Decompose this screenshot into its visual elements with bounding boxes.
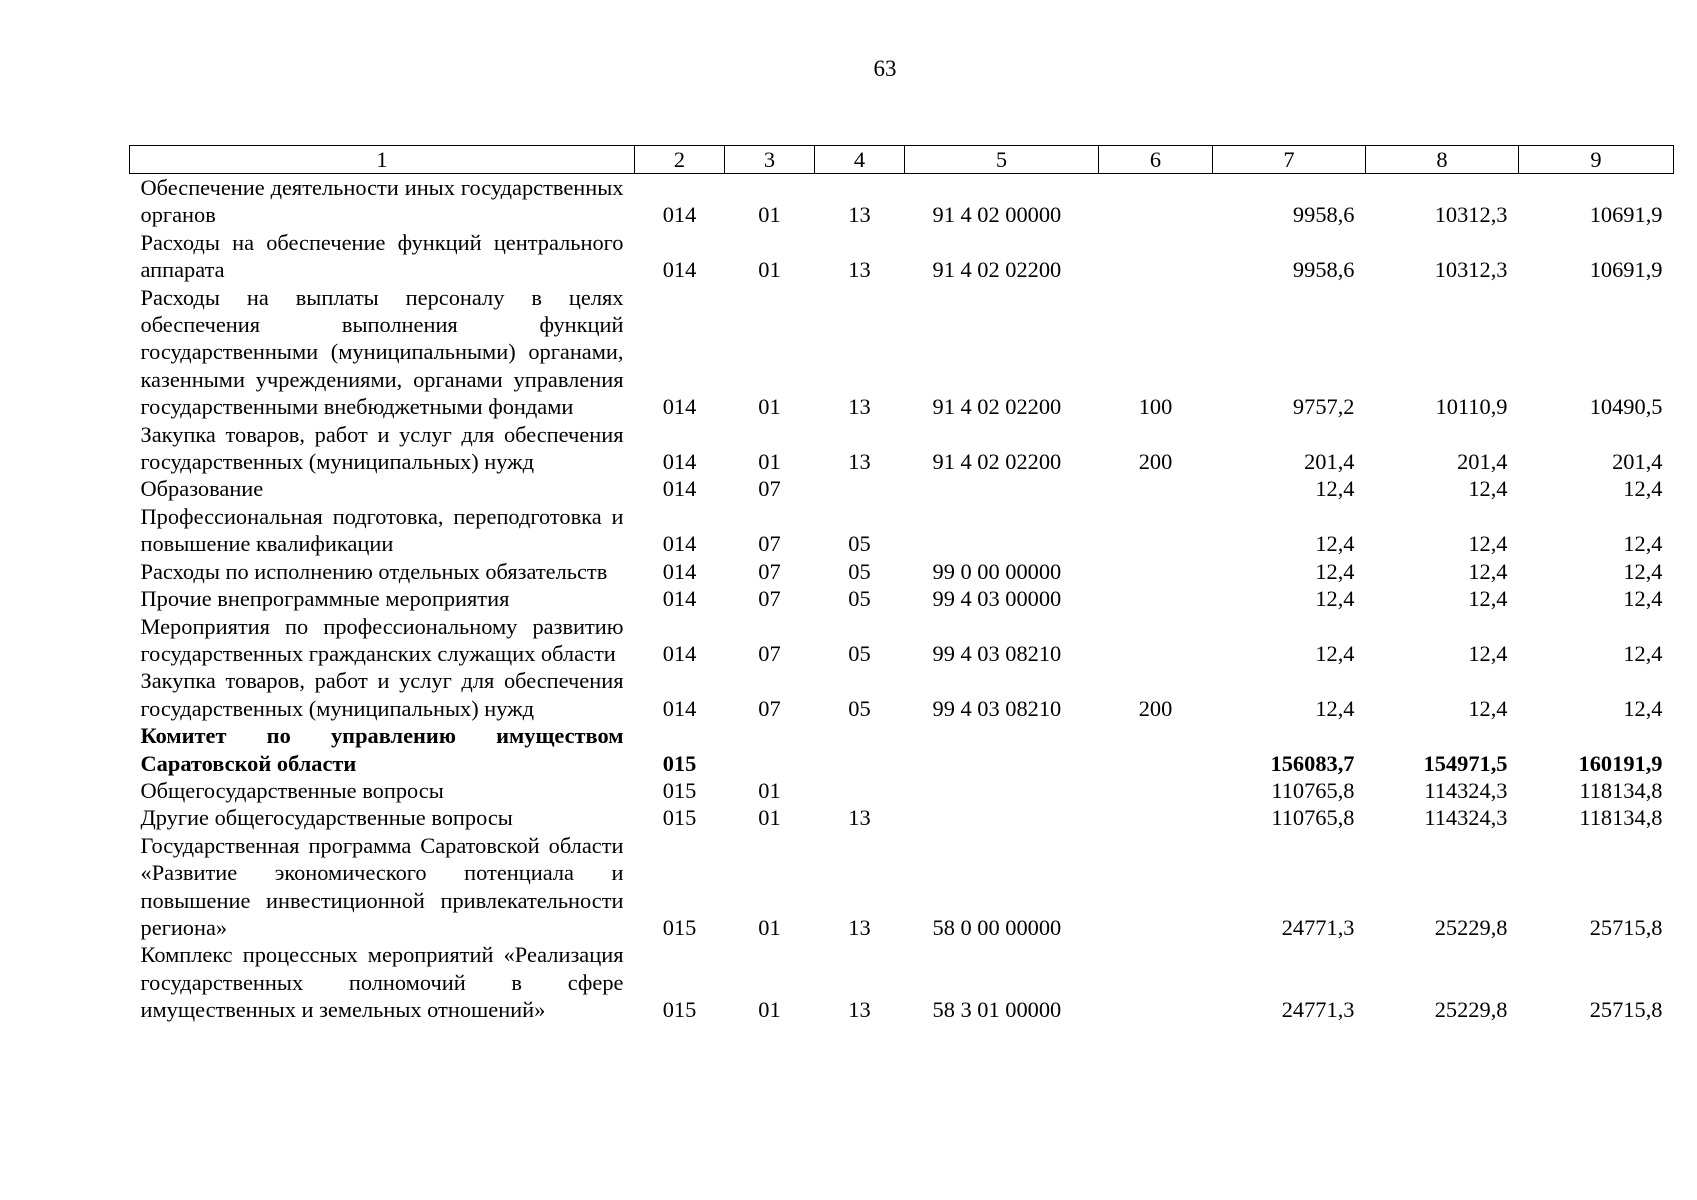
amount-col-9: 10490,5 [1589, 394, 1663, 420]
table-row [130, 804, 1674, 831]
amount-col-8: 10110,9 [1435, 394, 1508, 420]
subsection-code: 13 [848, 914, 871, 940]
column-header: 8 [1366, 146, 1519, 174]
subsection-code: 05 [848, 586, 871, 612]
amount-col-8: 201,4 [1457, 449, 1508, 475]
target-article-code [905, 475, 1099, 502]
subsection-code: 13 [848, 257, 871, 283]
expense-type-code [1099, 475, 1213, 502]
amount-col-7: 12,4 [1315, 695, 1355, 721]
column-header: 7 [1213, 146, 1366, 174]
amount-col-7: 110765,8 [1271, 805, 1355, 831]
expense-type-code [1099, 804, 1213, 831]
row-name: Обеспечение деятельности иных государственных органов [140, 175, 624, 228]
target-article-code: 99 4 03 08210 [932, 695, 1062, 721]
expense-type-code: 200 [1138, 695, 1173, 721]
amount-col-8: 12,4 [1468, 558, 1508, 584]
section-code: 01 [758, 257, 781, 283]
row-name: Комитет по управлению имуществом Саратовской области [140, 723, 624, 776]
row-name: Общегосударственные вопросы [140, 777, 444, 803]
amount-col-9: 201,4 [1612, 449, 1663, 475]
target-article-code: 91 4 02 02200 [932, 394, 1062, 420]
target-article-code: 91 4 02 02200 [932, 449, 1062, 475]
table-header-row [130, 146, 1674, 174]
admin-code: 014 [662, 257, 697, 283]
column-header: 5 [905, 146, 1099, 174]
subsection-code [815, 777, 905, 804]
column-header: 9 [1519, 146, 1674, 174]
amount-col-8: 12,4 [1468, 695, 1508, 721]
amount-col-9: 12,4 [1623, 476, 1663, 502]
amount-col-7: 156083,7 [1270, 750, 1355, 776]
amount-col-9: 12,4 [1623, 531, 1663, 557]
table-row [130, 558, 1674, 585]
subsection-code: 05 [848, 558, 871, 584]
expense-type-code [1099, 832, 1213, 942]
section-code: 07 [758, 640, 781, 666]
expense-type-code: 200 [1138, 449, 1173, 475]
amount-col-9: 12,4 [1623, 640, 1663, 666]
admin-code: 014 [662, 531, 697, 557]
subsection-code: 13 [848, 202, 871, 228]
section-code: 07 [758, 586, 781, 612]
expense-type-code [1099, 777, 1213, 804]
amount-col-9: 25715,8 [1589, 997, 1663, 1023]
expense-type-code [1099, 585, 1213, 612]
section-code: 01 [758, 914, 781, 940]
subsection-code [815, 475, 905, 502]
amount-col-9: 160191,9 [1578, 750, 1663, 776]
amount-col-8: 12,4 [1468, 531, 1508, 557]
amount-col-7: 24771,3 [1281, 914, 1355, 940]
admin-code: 015 [662, 805, 697, 831]
section-code: 07 [758, 531, 781, 557]
table-row [130, 722, 1674, 777]
admin-code: 014 [662, 695, 697, 721]
amount-col-7: 9958,6 [1292, 257, 1355, 283]
row-name: Комплекс процессных мероприятий «Реализация государственных полномочий в сфере имущественных и земельных отношений» [140, 942, 624, 1023]
target-article-code [905, 503, 1099, 558]
row-name: Закупка товаров, работ и услуг для обеспечения государственных (муниципальных) нужд [140, 668, 624, 721]
amount-col-7: 201,4 [1304, 449, 1355, 475]
row-name: Расходы на выплаты персоналу в целях обеспечения выполнения функций государственными (муниципальными) органами, казенными учреждениями, органами управления государственными внебюджетными фондами [140, 284, 624, 420]
admin-code: 014 [662, 640, 697, 666]
expense-type-code [1099, 229, 1213, 284]
column-header: 1 [130, 146, 635, 174]
amount-col-9: 25715,8 [1589, 914, 1663, 940]
section-code: 07 [758, 476, 781, 502]
target-article-code [905, 804, 1099, 831]
section-code: 01 [758, 394, 781, 420]
target-article-code: 99 0 00 00000 [932, 558, 1062, 584]
admin-code: 014 [662, 394, 697, 420]
subsection-code: 05 [848, 531, 871, 557]
table-row [130, 941, 1674, 1023]
table-row [130, 613, 1674, 668]
target-article-code: 99 4 03 00000 [932, 586, 1062, 612]
table-row [130, 832, 1674, 942]
target-article-code: 99 4 03 08210 [932, 640, 1062, 666]
row-name: Мероприятия по профессиональному развитию государственных гражданских служащих области [140, 613, 624, 666]
amount-col-8: 10312,3 [1434, 202, 1508, 228]
expense-type-code [1099, 941, 1213, 1023]
column-header: 3 [725, 146, 815, 174]
amount-col-9: 118134,8 [1579, 805, 1663, 831]
expense-type-code [1099, 174, 1213, 229]
amount-col-7: 12,4 [1315, 586, 1355, 612]
amount-col-8: 154971,5 [1423, 750, 1508, 776]
row-name: Прочие внепрограммные мероприятия [140, 586, 510, 612]
expense-type-code [1099, 558, 1213, 585]
table-row [130, 284, 1674, 421]
amount-col-7: 12,4 [1315, 558, 1355, 584]
table-row [130, 503, 1674, 558]
target-article-code: 58 0 00 00000 [932, 914, 1062, 940]
table-row [130, 229, 1674, 284]
row-name: Образование [140, 476, 264, 502]
amount-col-7: 12,4 [1315, 476, 1355, 502]
amount-col-8: 25229,8 [1434, 914, 1508, 940]
amount-col-7: 12,4 [1315, 531, 1355, 557]
target-article-code [905, 777, 1099, 804]
admin-code: 014 [662, 202, 697, 228]
table-row [130, 174, 1674, 229]
table-row [130, 475, 1674, 502]
table-row [130, 667, 1674, 722]
amount-col-8: 12,4 [1468, 586, 1508, 612]
subsection-code: 13 [848, 394, 871, 420]
table-body [130, 174, 1674, 1024]
target-article-code: 91 4 02 00000 [932, 202, 1062, 228]
row-name: Профессиональная подготовка, переподготовка и повышение квалификации [140, 503, 624, 557]
section-code: 07 [758, 558, 781, 584]
admin-code: 014 [662, 558, 697, 584]
amount-col-8: 10312,3 [1434, 257, 1508, 283]
amount-col-9: 10691,9 [1589, 257, 1663, 283]
section-code: 07 [758, 695, 781, 721]
amount-col-7: 12,4 [1315, 640, 1355, 666]
subsection-code: 05 [848, 695, 871, 721]
row-name: Другие общегосударственные вопросы [140, 805, 513, 831]
expense-type-code: 100 [1138, 394, 1173, 420]
admin-code: 014 [662, 449, 697, 475]
page-number: 63 [873, 56, 897, 81]
amount-col-8: 114324,3 [1424, 805, 1508, 831]
target-article-code: 91 4 02 02200 [932, 257, 1062, 283]
admin-code: 014 [662, 586, 697, 612]
expense-type-code [1099, 613, 1213, 668]
subsection-code: 13 [848, 997, 871, 1023]
subsection-code: 13 [848, 805, 871, 831]
amount-col-9: 12,4 [1623, 695, 1663, 721]
amount-col-7: 9757,2 [1292, 394, 1355, 420]
subsection-code: 05 [848, 640, 871, 666]
amount-col-9: 118134,8 [1579, 777, 1663, 803]
section-code [725, 722, 815, 777]
amount-col-7: 24771,3 [1281, 997, 1355, 1023]
subsection-code: 13 [848, 449, 871, 475]
amount-col-8: 114324,3 [1424, 777, 1508, 803]
expense-type-code [1099, 503, 1213, 558]
target-article-code: 58 3 01 00000 [932, 997, 1062, 1023]
admin-code: 015 [662, 750, 697, 776]
amount-col-8: 12,4 [1468, 640, 1508, 666]
table-row [130, 585, 1674, 612]
column-header: 6 [1099, 146, 1213, 174]
section-code: 01 [758, 202, 781, 228]
row-name: Расходы на обеспечение функций центрального аппарата [140, 229, 624, 283]
column-header: 2 [635, 146, 725, 174]
admin-code: 015 [662, 914, 697, 940]
section-code: 01 [758, 997, 781, 1023]
target-article-code [905, 722, 1099, 777]
admin-code: 014 [662, 476, 697, 502]
row-name: Закупка товаров, работ и услуг для обеспечения государственных (муниципальных) нужд [140, 421, 624, 475]
amount-col-8: 25229,8 [1434, 997, 1508, 1023]
column-header: 4 [815, 146, 905, 174]
amount-col-9: 12,4 [1623, 558, 1663, 584]
row-name: Государственная программа Саратовской области «Развитие экономического потенциала и повышение инвестиционной привлекательности региона» [140, 832, 624, 940]
amount-col-7: 110765,8 [1271, 777, 1355, 803]
admin-code: 015 [662, 997, 697, 1023]
subsection-code [815, 722, 905, 777]
row-name: Расходы по исполнению отдельных обязательств [140, 558, 608, 584]
section-code: 01 [758, 777, 781, 803]
amount-col-9: 10691,9 [1589, 202, 1663, 228]
table-row [130, 421, 1674, 476]
amount-col-9: 12,4 [1623, 586, 1663, 612]
section-code: 01 [758, 805, 781, 831]
amount-col-8: 12,4 [1468, 476, 1508, 502]
section-code: 01 [758, 449, 781, 475]
amount-col-7: 9958,6 [1292, 202, 1355, 228]
admin-code: 015 [662, 777, 697, 803]
expense-type-code [1099, 722, 1213, 777]
budget-table [129, 145, 1674, 1024]
table-row [130, 777, 1674, 804]
